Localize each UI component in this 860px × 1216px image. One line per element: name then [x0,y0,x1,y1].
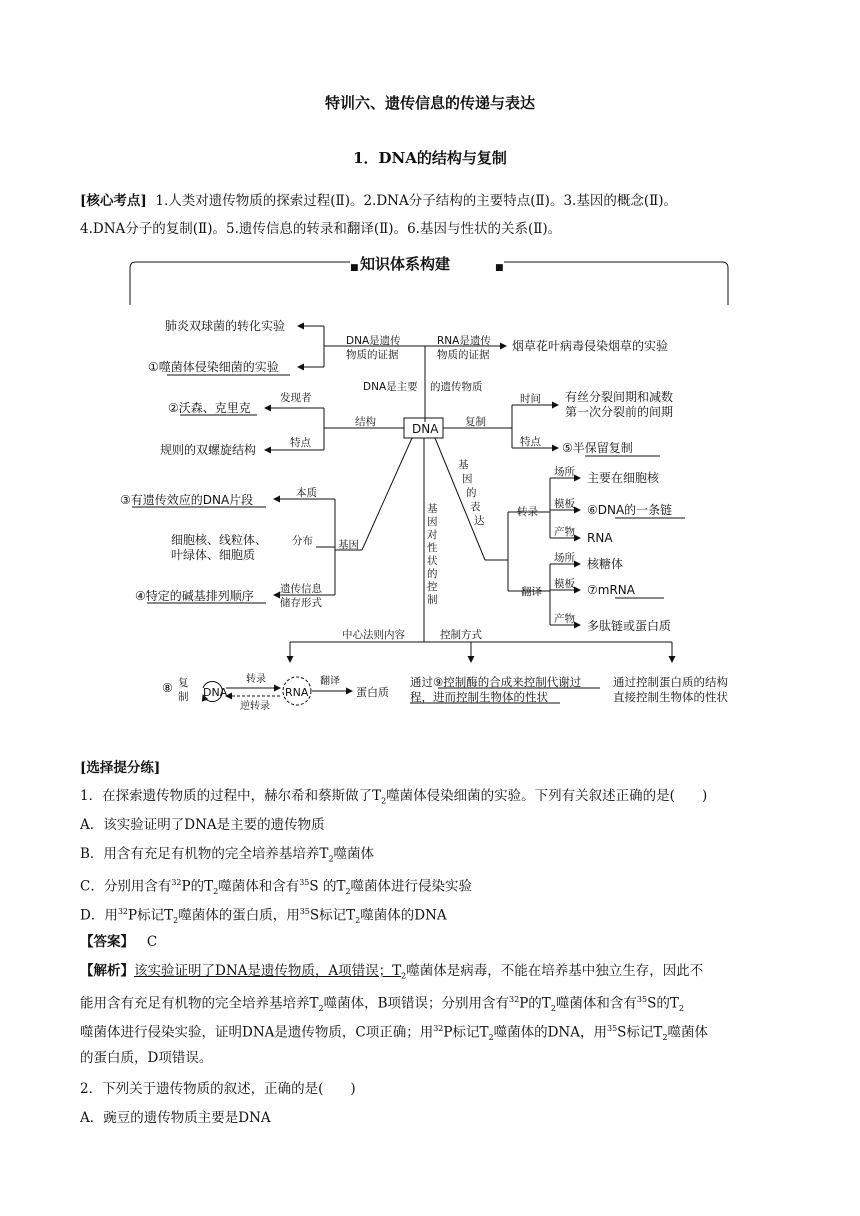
transcription-label: 转录 [517,506,538,518]
q1-analysis-line2: 能用含有充足有机物的完全培养基培养$T_2$噬菌体，B项错误；分别用含有$^{32}$P的$T_2$噬菌体和含有$^{35}$S的$T_2$ [80,995,684,1014]
rna-evidence-label: RNA是遗传 [437,335,491,347]
svg-text:因: 因 [427,516,438,528]
t-site: 主要在细胞核 [587,471,660,485]
exp-pneumonia: 肺炎双球菌的转化实验 [165,319,286,333]
tr-product: 多肽链或蛋白质 [587,619,672,633]
q1-stem: 1．在探索遗传物质的过程中，赫尔希和蔡斯做了$T_2$噬菌体侵染细菌的实验。下列有关叙述正确的是( ) [80,788,708,806]
cd-dna: DNA [203,686,228,699]
q1-analysis-line1: 【解析】该实验证明了DNA是遗传物质，A项错误；$T_2$噬菌体是病毒，不能在培养基中独立生存，因此不 [80,963,704,981]
t-template: ⑥DNA的一条链 [587,503,673,517]
gene-label: 基因 [338,539,359,551]
tr-site-label: 场所 [554,552,575,564]
tr-site: 核糖体 [587,557,624,571]
knowledge-diagram [80,250,760,720]
main-genetic-material-2: 的遗传物质 [430,381,483,393]
diagram-banner: 知识体系构建 [360,255,451,273]
svg-text:表: 表 [470,501,481,513]
q1-analysis-line3: 噬菌体进行侵染实验，证明DNA是遗传物质，C项正确；用$^{32}$P标记$T_2$噬菌体的DNA，用$^{35}$S标记$T_2$噬菌体 [80,1024,709,1043]
cd-protein: 蛋白质 [356,686,389,699]
replicate-zhi: 制 [178,691,189,703]
dna-evidence-label: DNA是遗传 [346,335,401,347]
svg-text:对: 对 [427,529,438,541]
main-genetic-material-1: DNA是主要 [363,381,418,393]
distribution-label: 分布 [292,535,313,547]
q2-stem: 2．下列关于遗传物质的叙述，正确的是( ) [80,1081,356,1097]
cd-rna: RNA [285,686,309,699]
q1-option-c: C．分别用含有$^{32}$P的$T_2$噬菌体和含有$^{35}$S 的$T_2$噬菌体进行侵染实验 [80,878,473,897]
tr-template-label: 模板 [554,578,575,590]
control-vertical-label [427,502,438,606]
translation-label: 翻译 [521,586,542,598]
mode1-line1: 通过⑨控制酶的合成来控制代谢过 [410,675,582,689]
gene-essence: ③有遗传效应的DNA片段 [120,493,254,507]
q1-option-a: A．该实验证明了DNA是主要的遗传物质 [80,817,325,833]
replication-time2: 第一次分裂前的间期 [565,405,674,419]
q1-answer: 【答案】 C [80,934,158,950]
svg-text:的: 的 [427,568,438,580]
replication-time1: 有丝分裂间期和减数 [565,390,674,404]
svg-text:基: 基 [427,503,438,515]
q2-option-a: A．豌豆的遗传物质主要是DNA [80,1110,271,1126]
distribution-2: 叶绿体、细胞质 [171,548,256,562]
rna-evidence-label2: 物质的证据 [437,349,490,361]
q1-analysis-line4: 的蛋白质，D项错误。 [80,1050,213,1066]
svg-text:因: 因 [462,473,473,485]
num-8: ⑧ [162,681,173,695]
time-label: 时间 [520,393,541,405]
svg-text:状: 状 [427,555,438,567]
dna-evidence-label2: 物质的证据 [346,349,399,361]
dna-center-node: DNA [412,422,439,436]
exp-tobacco: 烟草花叶病毒侵染烟草的实验 [512,339,669,353]
storage-label-1: 遗传信息 [280,583,322,595]
core-points-label: [核心考点] [80,193,147,209]
mode2-line2: 直接控制生物体的性状 [613,690,728,704]
storage-label-2: 储存形式 [280,597,322,609]
core-points-text1: 1.人类对遗传物质的探索过程(Ⅱ)。2.DNA分子结构的主要特点(Ⅱ)。3.基因的概念(Ⅱ)。 [155,193,678,209]
semi-conservative: ⑤半保留复制 [562,441,633,455]
t-site-label: 场所 [554,466,575,478]
replication-label: 复制 [465,416,486,428]
svg-text:控: 控 [427,581,438,593]
cd-reverse-transcription: 逆转录 [240,701,270,712]
cd-transcription: 转录 [246,674,266,685]
page-title: 特训六、遗传信息的传递与表达 [324,94,535,112]
discoverer: ②沃森、克里克 [168,401,251,415]
svg-text:基: 基 [458,459,469,471]
structure-label: 结构 [355,416,376,428]
tr-template: ⑦mRNA [587,583,635,597]
t-template-label: 模板 [554,498,575,510]
q1-option-d: D．用$^{32}$P标记$T_2$噬菌体的蛋白质，用$^{35}$S标记$T_2$噬菌体的DNA [80,907,447,926]
distribution-1: 细胞核、线粒体、 [171,533,268,547]
banner-right-marker: ■ [495,263,504,273]
svg-text:性: 性 [427,542,438,554]
discoverer-label: 发现者 [280,392,312,404]
section-subtitle: 1．DNA的结构与复制 [353,149,507,167]
essence-label: 本质 [296,487,317,499]
double-helix: 规则的双螺旋结构 [160,443,257,457]
expression-vertical-label [458,458,485,527]
t-product: RNA [587,531,613,545]
mode1-line2: 程，进而控制生物体的性状 [410,690,548,704]
control-mode-label: 控制方式 [440,629,482,641]
svg-text:达: 达 [474,515,485,527]
exercise-header: [选择提分练] [80,760,161,776]
structure-feature-label: 特点 [290,437,311,449]
base-sequence: ④特定的碱基排列顺序 [135,589,254,603]
replicate-fu: 复 [178,677,189,689]
cd-translation: 翻译 [320,676,340,687]
svg-text:制: 制 [427,594,438,606]
replication-feature-label: 特点 [520,436,541,448]
svg-text:的: 的 [466,487,477,499]
t-product-label: 产物 [554,526,575,538]
central-dogma-label: 中心法则内容 [342,629,405,641]
tr-product-label: 产物 [554,613,575,625]
mode2-line1: 通过控制蛋白质的结构 [613,675,728,689]
core-points-line2: 4.DNA分子的复制(Ⅱ)。5.遗传信息的转录和翻译(Ⅱ)。6.基因与性状的关系(Ⅱ)。 [80,221,562,237]
core-points-line1 [80,188,800,214]
q1-option-b: B．用含有充足有机物的完全培养基培养$T_2$噬菌体 [80,846,375,864]
exp-phage: ①噬菌体侵染细菌的实验 [148,360,279,374]
banner-left-marker: ■ [350,263,359,273]
